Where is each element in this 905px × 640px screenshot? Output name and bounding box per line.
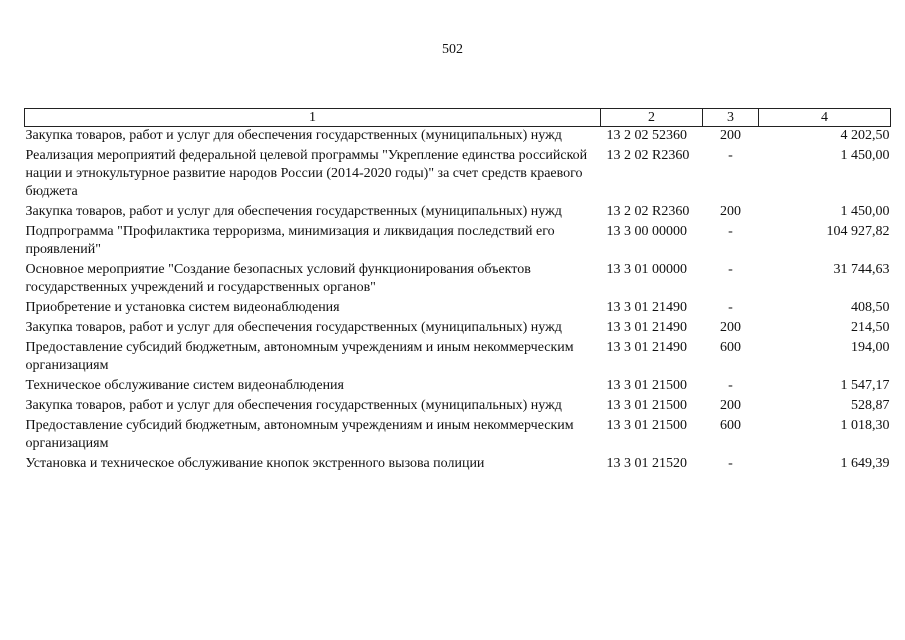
- row-name: Установка и техническое обслуживание кнопок экстренного вызова полиции: [25, 456, 485, 471]
- row-name: Техническое обслуживание систем видеонаблюдения: [25, 378, 344, 393]
- row-code: 13 3 01 21500: [606, 418, 687, 433]
- row-code: 13 3 01 21490: [606, 300, 687, 315]
- table-row: [25, 203, 891, 223]
- row-amount: 1 547,17: [840, 378, 890, 393]
- row-name: Закупка товаров, работ и услуг для обеспечения государственных (муниципальных) нужд: [25, 320, 562, 335]
- row-amount: 194,00: [851, 340, 890, 355]
- row-type: 200: [720, 398, 741, 413]
- row-name: Реализация мероприятий федеральной целевой программы "Укрепление единства российской нации и этнокультурное развитие народов России (2014-2020 годы)" за счет средств краевого бюджета: [25, 148, 588, 199]
- table-header: [25, 109, 891, 127]
- row-type: -: [728, 456, 733, 471]
- row-amount: 1 450,00: [840, 204, 890, 219]
- header-row: [25, 109, 891, 127]
- row-amount: 408,50: [851, 300, 890, 315]
- table-body: [25, 127, 891, 476]
- table-row: [25, 127, 891, 148]
- row-amount: 214,50: [851, 320, 890, 335]
- row-code: 13 2 02 R2360: [606, 204, 690, 219]
- row-name: Закупка товаров, работ и услуг для обеспечения государственных (муниципальных) нужд: [25, 204, 562, 219]
- header-col-2: 2: [601, 109, 703, 127]
- row-name: Закупка товаров, работ и услуг для обеспечения государственных (муниципальных) нужд: [25, 128, 562, 143]
- row-name: Приобретение и установка систем видеонаблюдения: [25, 300, 340, 315]
- row-type: -: [728, 262, 733, 277]
- row-type: 200: [720, 204, 741, 219]
- table-row: [25, 299, 891, 319]
- table-row: [25, 147, 891, 203]
- table-row: [25, 223, 891, 261]
- row-amount: 31 744,63: [833, 262, 890, 277]
- page-number: 502: [442, 42, 463, 57]
- table-row: [25, 261, 891, 299]
- row-type: -: [728, 148, 733, 163]
- table-row: [25, 455, 891, 475]
- row-name: Подпрограмма "Профилактика терроризма, минимизация и ликвидация последствий его проявлений": [25, 224, 555, 257]
- row-code: 13 3 01 00000: [606, 262, 687, 277]
- row-type: -: [728, 300, 733, 315]
- table-row: [25, 339, 891, 377]
- row-amount: 104 927,82: [826, 224, 890, 239]
- table-row: [25, 417, 891, 455]
- row-name: Закупка товаров, работ и услуг для обеспечения государственных (муниципальных) нужд: [25, 398, 562, 413]
- row-amount: 1 018,30: [840, 418, 890, 433]
- row-code: 13 2 02 52360: [606, 128, 687, 143]
- row-type: 200: [720, 320, 741, 335]
- row-code: 13 3 01 21490: [606, 320, 687, 335]
- table-row: [25, 377, 891, 397]
- row-code: 13 3 01 21490: [606, 340, 687, 355]
- header-col-1: 1: [25, 109, 601, 127]
- row-name: Предоставление субсидий бюджетным, автономным учреждениям и иным некоммерческим организациям: [25, 340, 574, 373]
- table-row: [25, 397, 891, 417]
- row-amount: 1 649,39: [840, 456, 890, 471]
- row-type: 600: [720, 418, 741, 433]
- row-amount: 528,87: [851, 398, 890, 413]
- row-amount: 4 202,50: [840, 128, 890, 143]
- row-code: 13 2 02 R2360: [606, 148, 690, 163]
- header-col-3: 3: [703, 109, 759, 127]
- row-name: Предоставление субсидий бюджетным, автономным учреждениям и иным некоммерческим организациям: [25, 418, 574, 451]
- row-type: -: [728, 378, 733, 393]
- row-type: 200: [720, 128, 741, 143]
- header-col-4: 4: [759, 109, 891, 127]
- row-amount: 1 450,00: [840, 148, 890, 163]
- row-code: 13 3 00 00000: [606, 224, 687, 239]
- row-name: Основное мероприятие "Создание безопасных условий функционирования объектов государственных учреждений и государственных органов": [25, 262, 531, 295]
- row-code: 13 3 01 21500: [606, 398, 687, 413]
- row-type: 600: [720, 340, 741, 355]
- row-type: -: [728, 224, 733, 239]
- table-row: [25, 319, 891, 339]
- row-code: 13 3 01 21500: [606, 378, 687, 393]
- row-code: 13 3 01 21520: [606, 456, 687, 471]
- budget-table: [24, 108, 891, 475]
